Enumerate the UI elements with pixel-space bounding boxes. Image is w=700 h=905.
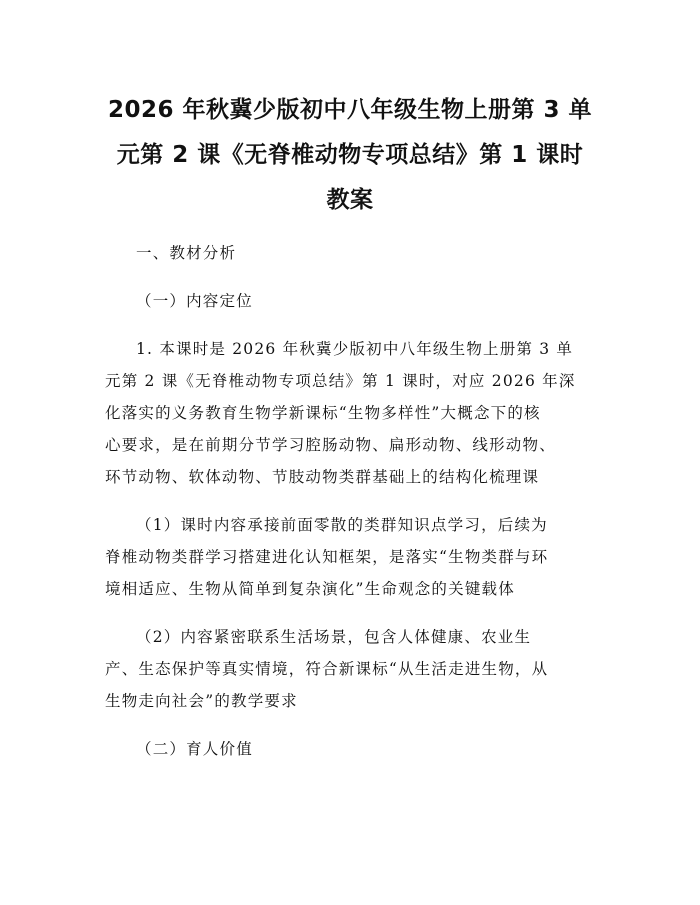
paragraph-line: 产、生态保护等真实情境，符合新课标“从生活走进生物，从 <box>105 660 549 678</box>
paragraph-line: 1. 本课时是 2026 年秋冀少版初中八年级生物上册第 3 单 <box>136 340 574 358</box>
paragraph-point-1 <box>105 509 595 605</box>
paragraph-point-2 <box>105 621 595 717</box>
paragraph-line: （2）内容紧密联系生活场景，包含人体健康、农业生 <box>136 628 532 646</box>
paragraph-line: （1）课时内容承接前面零散的类群知识点学习，后续为 <box>136 516 548 534</box>
paragraph-line: 心要求，是在前期分节学习腔肠动物、扁形动物、线形动物、 <box>105 436 556 454</box>
document-title <box>105 0 595 223</box>
paragraph-line: 脊椎动物类群学习搭建进化认知框架，是落实“生物类群与环 <box>105 548 549 566</box>
paragraph-line: 境相适应、生物从简单到复杂演化”生命观念的关键载体 <box>105 580 515 598</box>
document-body <box>105 237 595 765</box>
subsection-heading-educational-value: （二）育人价值 <box>136 740 253 758</box>
title-line-3: 教案 <box>326 187 374 213</box>
paragraph-line: 化落实的义务教育生物学新课标“生物多样性”大概念下的核 <box>105 404 541 422</box>
subsection-heading-content-positioning: （一）内容定位 <box>136 292 253 310</box>
paragraph-lesson-overview <box>105 333 595 493</box>
section-heading-teaching-material-analysis: 一、教材分析 <box>136 244 237 262</box>
paragraph-line: 环节动物、软体动物、节肢动物类群基础上的结构化梳理课 <box>105 468 540 486</box>
paragraph-line: 生物走向社会”的教学要求 <box>105 692 298 710</box>
paragraph-line: 元第 2 课《无脊椎动物专项总结》第 1 课时，对应 2026 年深 <box>105 372 576 390</box>
title-line-2: 元第 2 课《无脊椎动物专项总结》第 1 课时 <box>116 142 584 168</box>
title-line-1: 2026 年秋冀少版初中八年级生物上册第 3 单 <box>107 97 593 123</box>
